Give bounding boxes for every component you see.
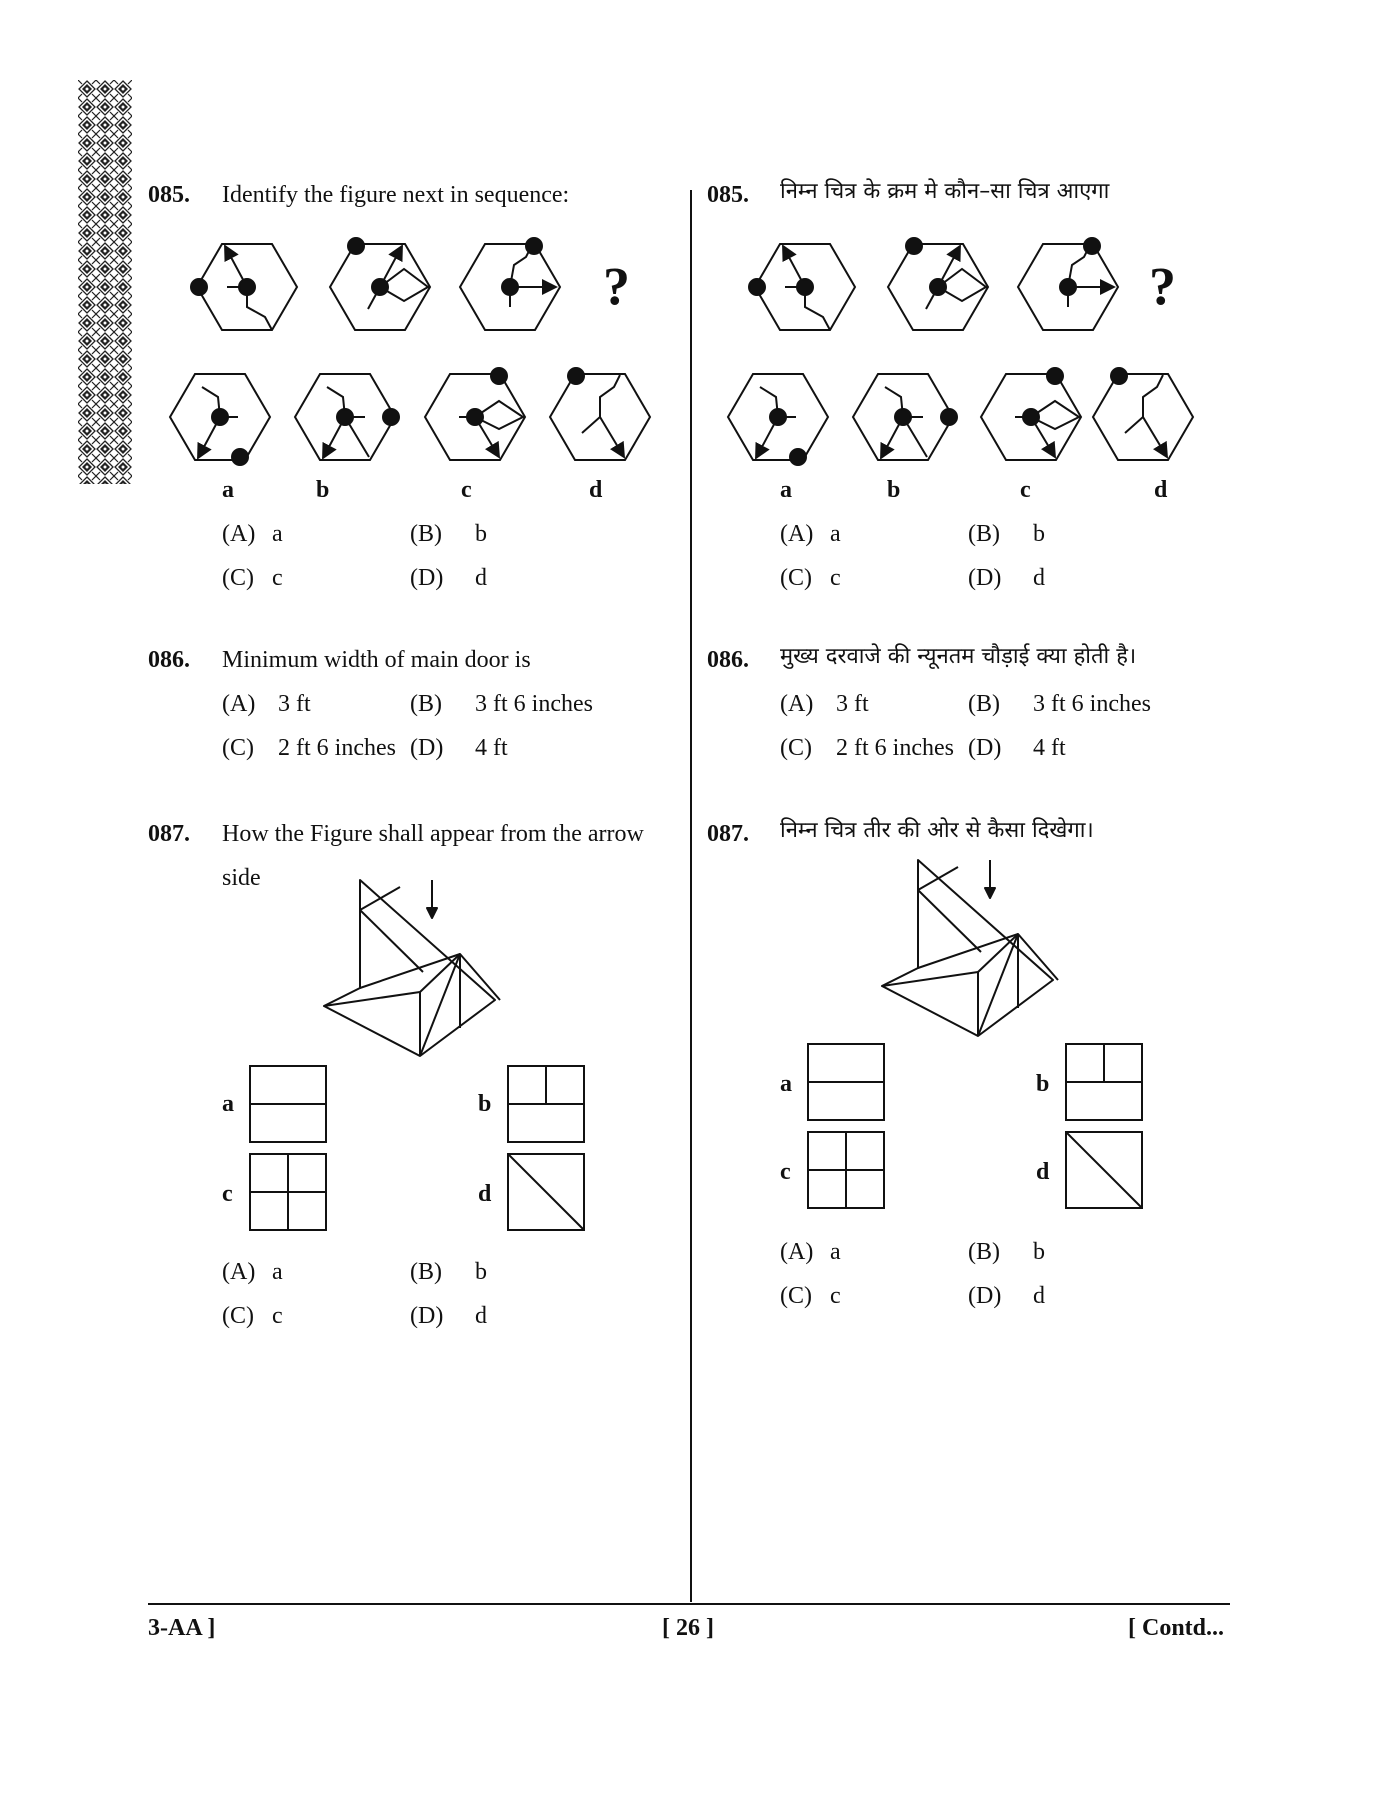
footer-rule [148,1603,1230,1605]
q85-number: 085. [148,182,190,208]
q85-fig-label-c: c [461,477,472,503]
q86-option-c-value: 2 ft 6 inches [278,735,396,761]
q85-hi-fig-label-d: d [1154,477,1168,503]
q87-fig-label-a: a [222,1091,234,1117]
q86-hi-option-d-value: 4 ft [1033,735,1066,761]
q87-hi-option-c-value: c [830,1283,841,1309]
q87-hi-question-text: निम्न चित्र तीर की ओर से कैसा दिखेगा। [780,818,1094,843]
q87-hi-number: 087. [707,821,749,847]
q87-hi-option-b-value: b [1033,1239,1045,1265]
q87-hi-view-options [806,1044,1146,1214]
q86-option-a-key: (A) [222,691,256,717]
column-divider [690,190,692,1602]
q87-hi-option-a-value: a [830,1239,841,1265]
q87-fig-label-c: c [222,1181,233,1207]
q85-option-d-value: d [475,565,487,591]
page-number: [ 26 ] [662,1615,714,1641]
q87-isometric-figure [320,880,500,1060]
q85-sequence-fig-1 [191,244,297,330]
q87-number: 087. [148,821,190,847]
q87-view-c [250,1154,326,1230]
q85-option-c-value: c [272,565,283,591]
q85-hi-fig-label-b: b [887,477,901,503]
q86-hi-option-b-value: 3 ft 6 inches [1033,691,1151,717]
q85-option-b-value: b [475,521,487,547]
q87-hi-fig-label-a: a [780,1071,792,1097]
q85-hi-option-b-key: (B) [968,521,1000,547]
q86-number: 086. [148,647,190,673]
q86-option-c-key: (C) [222,735,254,761]
q86-hi-question-text: मुख्य दरवाजे की न्यूनतम चौड़ाई क्या होती है। [780,644,1137,669]
q86-question-text: Minimum width of main door is [222,647,531,673]
q85-option-fig-b [295,374,399,460]
q86-hi-option-c-key: (C) [780,735,812,761]
q85-hi-option-d-key: (D) [968,565,1002,591]
q87-hi-option-c-key: (C) [780,1283,812,1309]
q87-option-d-value: d [475,1303,487,1329]
q85-hi-question-text: निम्न चित्र के क्रम मे कौन–सा चित्र आएगा [780,179,1110,204]
q86-hi-number: 086. [707,647,749,673]
q87-option-b-value: b [475,1259,487,1285]
q85-option-d-key: (D) [410,565,444,591]
q86-hi-option-c-value: 2 ft 6 inches [836,735,954,761]
q85-sequence-fig-3 [460,238,560,330]
q85-option-b-key: (B) [410,521,442,547]
q86-hi-option-d-key: (D) [968,735,1002,761]
q86-option-a-value: 3 ft [278,691,311,717]
q85-question-text: Identify the figure next in sequence: [222,182,570,208]
q85-hi-option-c-key: (C) [780,565,812,591]
q86-hi-option-a-key: (A) [780,691,814,717]
q85-hi-number: 085. [707,182,749,208]
q85-sequence-figures [185,232,635,470]
q86-option-b-value: 3 ft 6 inches [475,691,593,717]
decorative-border-pattern [78,80,132,484]
q85-option-fig-c [425,368,525,460]
q87-option-c-value: c [272,1303,283,1329]
q86-option-b-key: (B) [410,691,442,717]
q85-hi-option-a-value: a [830,521,841,547]
footer-continued: [ Contd... [1128,1615,1225,1641]
q85-sequence-fig-2 [330,238,430,330]
q85-hi-fig-label-c: c [1020,477,1031,503]
q85-option-fig-a [170,374,270,465]
q85-fig-label-a: a [222,477,234,503]
q86-option-d-value: 4 ft [475,735,508,761]
q85-hi-question-mark: ? [1149,256,1176,316]
q85-question-mark: ? [603,256,630,316]
q87-view-d [508,1154,584,1230]
q85-fig-label-d: d [589,477,603,503]
q87-option-a-value: a [272,1259,283,1285]
q87-question-text-line2: side [222,865,261,891]
q87-fig-label-d: d [478,1181,492,1207]
q85-option-fig-d [550,368,650,460]
q87-hi-option-d-value: d [1033,1283,1045,1309]
q87-view-options [248,1066,588,1236]
q87-hi-isometric-figure [878,860,1058,1040]
q87-hi-fig-label-c: c [780,1159,791,1185]
q86-hi-option-b-key: (B) [968,691,1000,717]
q85-option-a-key: (A) [222,521,256,547]
q87-hi-fig-label-b: b [1036,1071,1050,1097]
q87-option-b-key: (B) [410,1259,442,1285]
q85-hi-option-a-key: (A) [780,521,814,547]
q87-fig-label-b: b [478,1091,492,1117]
q87-hi-option-d-key: (D) [968,1283,1002,1309]
q85-option-a-value: a [272,521,283,547]
q87-view-a [250,1066,326,1142]
q87-view-b [508,1066,584,1142]
q85-hi-sequence-figures [723,232,1176,470]
q87-hi-fig-label-d: d [1036,1159,1050,1185]
q87-option-a-key: (A) [222,1259,256,1285]
q86-option-d-key: (D) [410,735,444,761]
q86-hi-option-a-value: 3 ft [836,691,869,717]
q87-option-c-key: (C) [222,1303,254,1329]
q85-option-c-key: (C) [222,565,254,591]
q85-hi-option-d-value: d [1033,565,1045,591]
q87-option-d-key: (D) [410,1303,444,1329]
q85-fig-label-b: b [316,477,330,503]
q85-hi-fig-label-a: a [780,477,792,503]
q87-question-text-line1: How the Figure shall appear from the arrow [222,821,644,847]
footer-booklet-code: 3-AA ] [148,1615,216,1641]
q85-hi-option-c-value: c [830,565,841,591]
q87-hi-option-b-key: (B) [968,1239,1000,1265]
q85-hi-option-b-value: b [1033,521,1045,547]
q87-hi-option-a-key: (A) [780,1239,814,1265]
